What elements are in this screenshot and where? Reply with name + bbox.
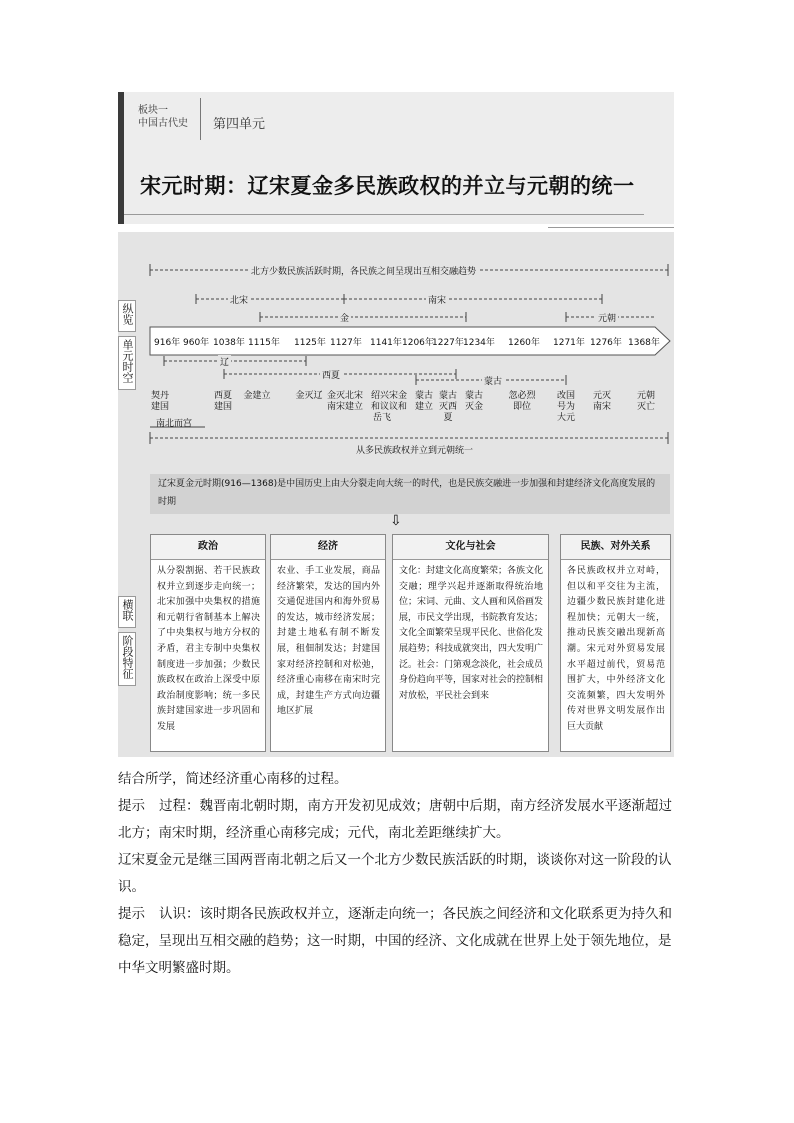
box-culture-head: 文化与社会: [393, 535, 548, 560]
event-line: 号为: [556, 402, 575, 412]
event-line: 金建立: [243, 391, 271, 401]
event-label: [386, 391, 410, 413]
box-ethnic-head: 民族、对外关系: [561, 535, 670, 560]
tab-horizontal-label: 横联: [121, 599, 134, 621]
tab-overview-label: 纵览: [121, 303, 134, 325]
box-culture-society: [392, 534, 549, 752]
section-line2: 中国古代史: [138, 118, 188, 129]
event-label: [590, 391, 614, 413]
event-label: [634, 391, 658, 413]
event-label: [292, 391, 326, 402]
page-title: 宋元时期：辽宋夏金多民族政权的并立与元朝的统一: [140, 174, 635, 198]
box-culture-body: 文化：封建文化高度繁荣；各族文化交融；理学兴起并逐渐取得统治地位；宋词、元曲、文人画和风俗画发展，市民文学出现，书院教育发达；文化全面繁荣呈现平民化、世俗化发展趋势；科技成就突出，四大发明广泛。社会：门第观念淡化，社会成员身份趋向平等，国家对社会的控制相对放松，平民社会到来: [399, 566, 544, 701]
stage-summary: 辽宋夏金元时期(916—1368)是中国历史上由大分裂走向大统一的时代，也是民族交融进一步加强和封建经济文化高度发展的时期: [150, 474, 670, 514]
event-line: 夏: [443, 413, 453, 423]
box-ethnic-foreign: [560, 534, 671, 752]
event-line: 绍兴: [370, 391, 389, 401]
event-label: [370, 413, 394, 424]
event-line: 建立: [414, 402, 433, 412]
event-label: [211, 391, 235, 413]
year-label: 1127年: [330, 338, 362, 348]
year-label: 1141年: [370, 338, 402, 348]
tab-stage-label: 阶段特征: [121, 635, 134, 679]
top-span-label: 北方少数民族活跃时期，各民族之间呈现出互相交融趋势: [248, 264, 479, 277]
box-economy-head: 经济: [271, 535, 385, 560]
event-label: [240, 391, 274, 402]
year-label: 1227年: [432, 338, 464, 348]
event-line: 改国: [556, 391, 575, 401]
event-line: 建国: [150, 402, 169, 412]
event-line: 蒙古: [464, 391, 483, 401]
band-jin: 金: [338, 311, 351, 324]
down-arrow-icon: ⇩: [390, 513, 402, 529]
event-line: 蒙古: [438, 391, 457, 401]
event-line: 西夏: [213, 391, 232, 401]
south-north-label: 南北而宫: [156, 419, 193, 429]
event-line: 元朝: [636, 391, 655, 401]
answer-1: [118, 793, 678, 847]
year-label: 1234年: [463, 338, 495, 348]
event-line: 金灭辽: [295, 391, 323, 401]
event-line: 和议: [370, 402, 389, 412]
event-label: [462, 391, 486, 413]
year-label: 1115年: [248, 338, 280, 348]
band-liao: 辽: [218, 355, 231, 368]
event-line: 灭亡: [636, 402, 655, 412]
event-label: [554, 391, 578, 424]
event-line: 灭金: [464, 402, 483, 412]
year-label: 1260年: [508, 338, 540, 348]
question-2: 辽宋夏金元是继三国两晋南北朝之后又一个北方少数民族活跃的时期，谈谈你对这一阶段的认识。: [118, 852, 672, 895]
event-line: 议和: [388, 402, 407, 412]
year-label: 1271年: [553, 338, 585, 348]
year-label: 1368年: [628, 338, 660, 348]
event-label: [436, 391, 460, 424]
answer-prefix: 提示: [118, 798, 145, 814]
answer-2: [118, 901, 678, 982]
event-line: 宋金: [388, 391, 407, 401]
event-label: [322, 391, 368, 413]
event-label: [412, 391, 436, 413]
event-label: [504, 391, 540, 413]
year-label: 960年: [183, 338, 210, 348]
box-economy-body: 农业、手工业发展，商品经济繁荣，发达的国内外交通促进国内和海外贸易的发达，城市经济发展；封建土地私有制不断发展，租佃制发达；封建国家对经济控制和对松弛，经济重心南移在南宋时完成，封建生产方式向边疆地区扩展: [277, 566, 380, 717]
box-politics-body: 从分裂割据、若干民族政权并立到逐步走向统一；北宋加强中央集权的措施和元朝行省制基本上解决了中央集权与地方分权的矛盾，君主专制中央集权制度进一步加强；少数民族政权在政治上深受中原政治制度影响；统一多民族封建国家进一步巩固和发展: [157, 566, 260, 732]
event-line: 灭西: [438, 402, 457, 412]
tab-unit-time-label: 单元时空: [121, 339, 134, 383]
year-label: 916年: [154, 338, 181, 348]
unit-label: 第四单元: [213, 117, 266, 132]
event-line: 南宋建立: [326, 402, 363, 412]
event-line: 元灭: [592, 391, 611, 401]
section-line1: 板块一: [138, 105, 168, 116]
box-politics: [150, 534, 266, 752]
year-label: 1038年: [213, 338, 245, 348]
event-line: 大元: [556, 413, 575, 423]
event-line: 忽必烈: [508, 391, 536, 401]
event-line: 岳飞: [372, 413, 391, 423]
event-line: 建国: [213, 402, 232, 412]
event-line: 南宋: [592, 402, 611, 412]
band-southern-song: 南宋: [426, 293, 448, 306]
event-line: 蒙古: [414, 391, 433, 401]
event-line: 金灭北宋: [326, 391, 363, 401]
event-label: [148, 391, 172, 413]
qa-section: [118, 766, 678, 982]
band-mongol: 蒙古: [482, 374, 504, 387]
box-economy: [270, 534, 386, 752]
bottom-span-label: 从多民族政权并立到元朝统一: [356, 446, 474, 456]
event-line: 即位: [512, 402, 531, 412]
year-label: 1206年: [402, 338, 434, 348]
band-northern-song: 北宋: [228, 293, 250, 306]
answer-text: 认识：该时期各民族政权并立，逐渐走向统一；各民族之间经济和文化联系更为持久和稳定，呈现出互相交融的趋势；这一时期，中国的经济、文化成就在世界上处于领先地位，是中华文明繁盛时期。: [118, 906, 672, 976]
band-xixia: 西夏: [320, 368, 342, 381]
answer-text: 过程：魏晋南北朝时期，南方开发初见成效；唐朝中后期，南方经济发展水平逐渐超过北方；南宋时期，经济重心南移完成；元代，南北差距继续扩大。: [118, 798, 672, 841]
event-line: 契丹: [150, 391, 169, 401]
year-label: 1276年: [590, 338, 622, 348]
box-politics-head: 政治: [151, 535, 265, 560]
answer-prefix: 提示: [118, 906, 145, 922]
box-ethnic-body: 各民族政权并立对峙，但以和平交往为主流，边疆少数民族封建化进程加快；元朝大一统，推动民族交融出现新高潮。宋元对外贸易发展水平超过前代，贸易范围扩大，中外经济文化交流频繁，四大发明外传对世界文明发展作出巨大贡献: [567, 566, 665, 732]
year-label: 1125年: [294, 338, 326, 348]
band-yuan: 元朝: [596, 311, 618, 324]
question-1: 结合所学，简述经济重心南移的过程。: [118, 771, 348, 787]
